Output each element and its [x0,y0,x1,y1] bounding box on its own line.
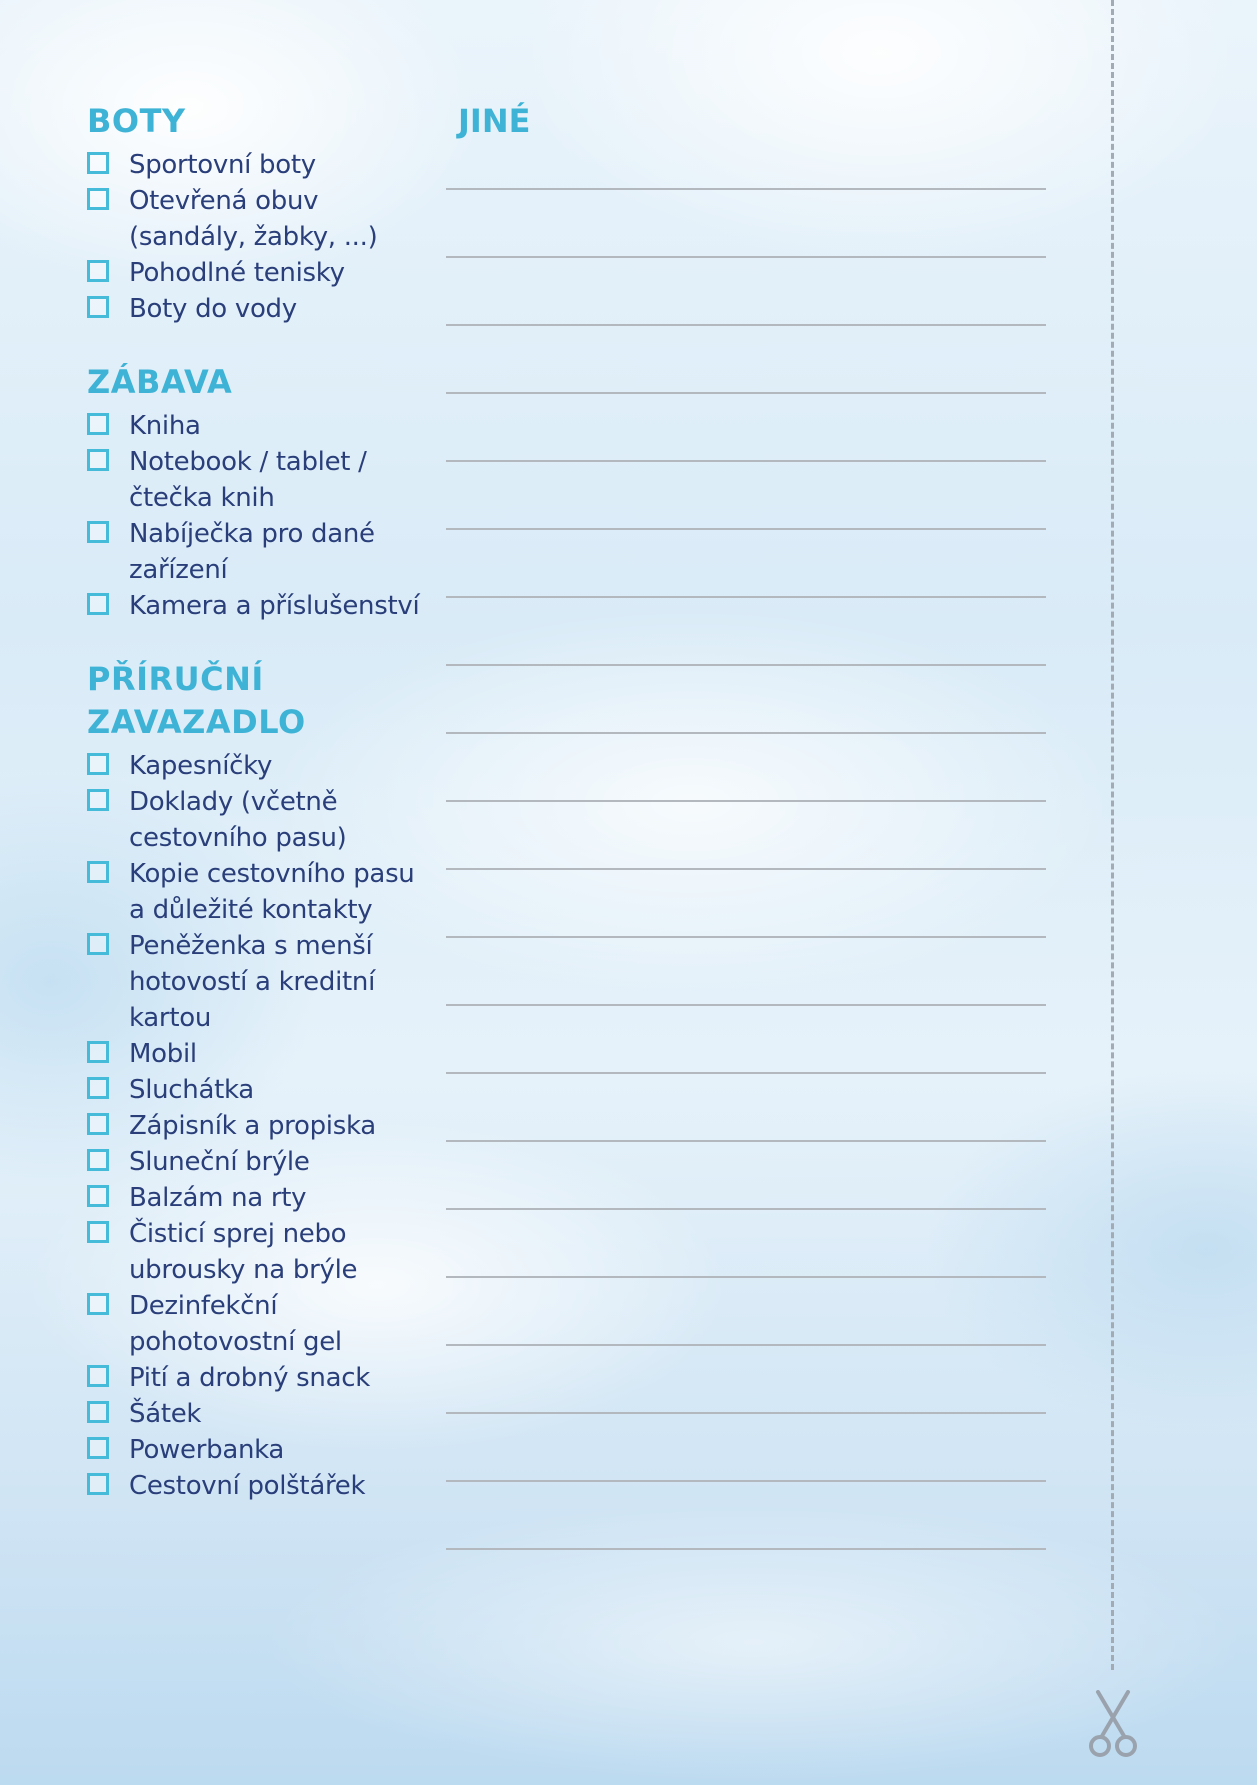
section-heading-line: ZAVAZADLO [87,703,306,741]
checklist-item-label: Zápisník a propiska [129,1111,376,1141]
checklist-item[interactable] [87,255,437,291]
writing-lines [446,188,1046,1616]
blank-write-line[interactable] [446,1072,1046,1074]
checklist-item[interactable] [87,444,437,516]
checklist-item-label: Mobil [129,1039,197,1069]
blank-write-line[interactable] [446,800,1046,802]
checklist-item[interactable] [87,1144,437,1180]
section-heading-line: BOTY [87,102,186,140]
checklist-item[interactable] [87,408,437,444]
blank-write-line[interactable] [446,1548,1046,1550]
blank-write-line[interactable] [446,1140,1046,1142]
checklist-item[interactable] [87,856,437,928]
checklist-item[interactable] [87,1072,437,1108]
checklist-item-label: Peněženka s menší hotovostí a kreditní kartou [129,931,376,1033]
checkbox-icon[interactable] [87,1401,109,1423]
section-heading-line: PŘÍRUČNÍ [87,660,264,698]
checkbox-icon[interactable] [87,521,109,543]
blank-write-line[interactable] [446,664,1046,666]
checklist-item-label: Dezinfekční pohotovostní gel [129,1291,342,1357]
checklist-item[interactable] [87,928,437,1036]
checklist-item-label: Notebook / tablet / čtečka knih [129,447,367,513]
checklist-item[interactable] [87,1216,437,1288]
checkbox-icon[interactable] [87,188,109,210]
checkbox-icon[interactable] [87,1293,109,1315]
blank-write-line[interactable] [446,868,1046,870]
checklist-item[interactable] [87,1036,437,1072]
scissors-icon [1088,1690,1138,1760]
checklist-item[interactable] [87,784,437,856]
checklist-item[interactable] [87,291,437,327]
checklist-item-label: Cestovní polštářek [129,1471,366,1501]
checklist-item-label: Kniha [129,411,201,441]
section-heading [87,361,437,404]
checklist [87,147,437,327]
blank-write-line[interactable] [446,1480,1046,1482]
checkbox-icon[interactable] [87,152,109,174]
checklist [87,408,437,624]
checkbox-icon[interactable] [87,753,109,775]
checklist-item-label: Boty do vody [129,294,297,324]
blank-write-line[interactable] [446,596,1046,598]
checklist-item[interactable] [87,1360,437,1396]
checkbox-icon[interactable] [87,1113,109,1135]
blank-write-line[interactable] [446,256,1046,258]
section-heading [87,100,437,143]
checklist-item-label: Čisticí sprej nebo ubrousky na brýle [129,1219,358,1285]
checkbox-icon[interactable] [87,933,109,955]
checklist-item-label: Powerbanka [129,1435,285,1465]
checklist-item-label: Kamera a příslušenství [129,591,420,621]
checklist-item-label: Doklady (včetně cestovního pasu) [129,787,347,853]
blank-write-line[interactable] [446,528,1046,530]
checklist-item-label: Pití a drobný snack [129,1363,370,1393]
checkbox-icon[interactable] [87,1041,109,1063]
blank-write-line[interactable] [446,1208,1046,1210]
checklist-section [87,658,437,1504]
checklist-item[interactable] [87,1432,437,1468]
checklist-item-label: Balzám na rty [129,1183,307,1213]
checkbox-icon[interactable] [87,1149,109,1171]
checklist-item-label: Pohodlné tenisky [129,258,345,288]
checklist-item-label: Sportovní boty [129,150,316,180]
checklist-item[interactable] [87,588,437,624]
checkbox-icon[interactable] [87,260,109,282]
checklist-item-label: Kopie cestovního pasu a důležité kontakty [129,859,415,925]
checkbox-icon[interactable] [87,789,109,811]
blank-write-line[interactable] [446,936,1046,938]
blank-write-line[interactable] [446,324,1046,326]
blank-write-line[interactable] [446,1412,1046,1414]
checklist-section [87,361,437,624]
checklist-item-label: Nabíječka pro dané zařízení [129,519,375,585]
checkbox-icon[interactable] [87,1437,109,1459]
checklist-item[interactable] [87,183,437,255]
checkbox-icon[interactable] [87,1185,109,1207]
checklist-item-label: Sluneční brýle [129,1147,310,1177]
checklist-column [87,100,437,1538]
checklist-item[interactable] [87,1396,437,1432]
blank-write-line[interactable] [446,1276,1046,1278]
checklist-item[interactable] [87,1288,437,1360]
checkbox-icon[interactable] [87,413,109,435]
checklist-item-label: Sluchátka [129,1075,254,1105]
checklist-item[interactable] [87,1108,437,1144]
checkbox-icon[interactable] [87,593,109,615]
checkbox-icon[interactable] [87,1365,109,1387]
checkbox-icon[interactable] [87,1221,109,1243]
checkbox-icon[interactable] [87,1077,109,1099]
blank-write-line[interactable] [446,732,1046,734]
blank-write-line[interactable] [446,392,1046,394]
checklist-item[interactable] [87,1468,437,1504]
checklist-item-label: Šátek [129,1399,202,1429]
checklist-item[interactable] [87,516,437,588]
checklist-item[interactable] [87,147,437,183]
section-heading [87,658,437,744]
checkbox-icon[interactable] [87,861,109,883]
blank-write-line[interactable] [446,1344,1046,1346]
blank-write-line[interactable] [446,188,1046,190]
checkbox-icon[interactable] [87,449,109,471]
checklist-item[interactable] [87,1180,437,1216]
section-heading-line: ZÁBAVA [87,363,233,401]
checklist-item[interactable] [87,748,437,784]
cut-line [1111,0,1114,1670]
checklist-item-label: Otevřená obuv (sandály, žabky, ...) [129,186,378,252]
blank-write-line[interactable] [446,1004,1046,1006]
blank-write-line[interactable] [446,460,1046,462]
checkbox-icon[interactable] [87,296,109,318]
section-heading-jine: JINÉ [458,102,531,140]
checklist [87,748,437,1504]
checklist-item-label: Kapesníčky [129,751,273,781]
checkbox-icon[interactable] [87,1473,109,1495]
checklist-section [87,100,437,327]
